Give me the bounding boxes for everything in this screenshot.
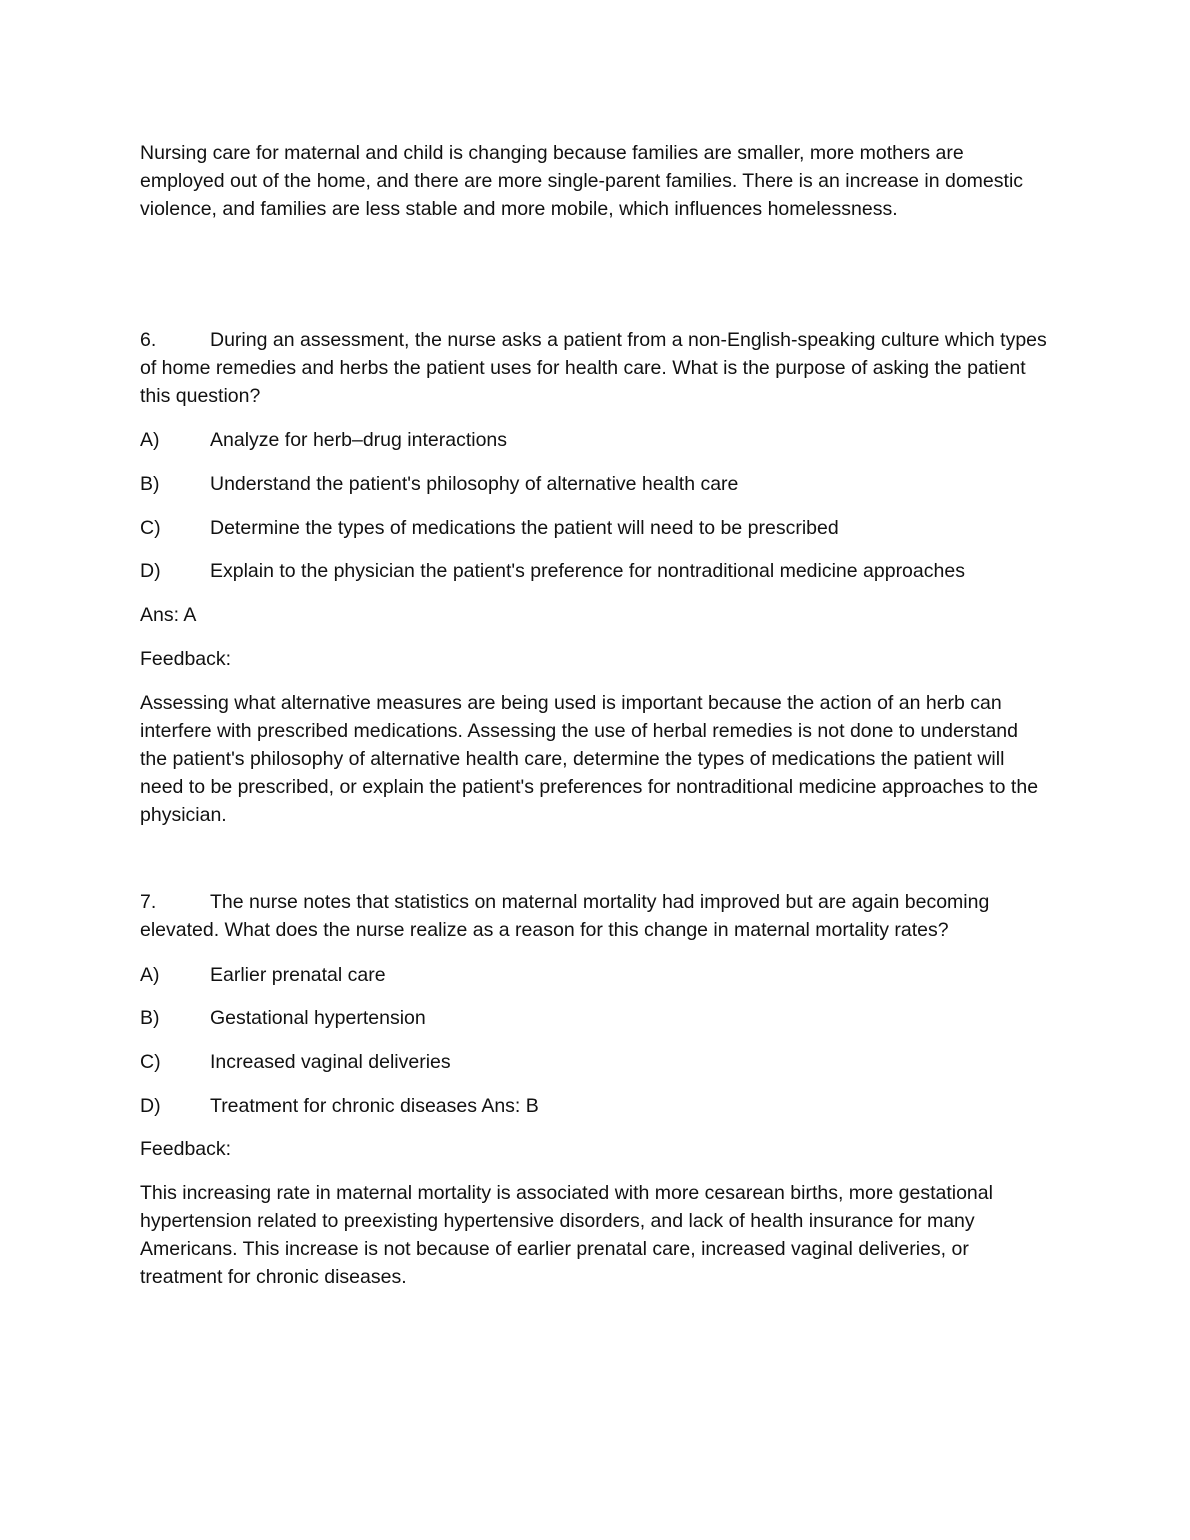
feedback-paragraph: This increasing rate in maternal mortality is associated with more cesarean births, more gestational hypertension related to preexisting hypertensive disorders, and lack of health insurance for many Americans. This increase is not because of earlier prenatal care, increased vaginal deliveries, or treatment for chronic diseases. — [140, 1182, 993, 1288]
feedback-label: Feedback: — [140, 648, 232, 670]
answer: Ans: A — [140, 604, 197, 626]
option-text: Earlier prenatal care — [210, 964, 386, 986]
option-key: B) — [140, 1007, 160, 1029]
option-key: D) — [140, 1095, 161, 1117]
option-text: Analyze for herb–drug interactions — [210, 429, 508, 451]
question-7 — [140, 888, 1050, 944]
option-b — [140, 470, 1050, 498]
option-c — [140, 1048, 1050, 1076]
option-a — [140, 426, 1050, 454]
option-key: C) — [140, 517, 161, 539]
option-d — [140, 557, 1050, 585]
option-a — [140, 961, 1050, 989]
option-text: Treatment for chronic diseases Ans: B — [210, 1095, 539, 1117]
option-key: C) — [140, 1051, 161, 1073]
option-text: Increased vaginal deliveries — [210, 1051, 451, 1073]
question-number: 7. — [140, 891, 157, 913]
option-d — [140, 1092, 1050, 1120]
option-text: Explain to the physician the patient's preference for nontraditional medicine approaches — [210, 560, 965, 582]
question-text: During an assessment, the nurse asks a patient from a non-English-speaking culture which types of home remedies and herbs the patient uses for health care. What is the purpose of asking the patient this question? — [140, 329, 1047, 407]
question-text: The nurse notes that statistics on maternal mortality had improved but are again becoming elevated. What does the nurse realize as a reason for this change in maternal mortality rates? — [140, 891, 990, 941]
option-text: Determine the types of medications the patient will need to be prescribed — [210, 517, 839, 539]
option-b — [140, 1004, 1050, 1032]
question-number: 6. — [140, 329, 157, 351]
feedback-paragraph: Assessing what alternative measures are being used is important because the action of an herb can interfere with prescribed medications. Assessing the use of herbal remedies is not done to understand the patient's philosophy of alternative health care, determine the types of medications the patient will need to be prescribed, or explain the patient's preferences for nontraditional medicine approaches to the physician. — [140, 692, 1039, 826]
intro-paragraph: Nursing care for maternal and child is changing because families are smaller, more mothers are employed out of the home, and there are more single-parent families. There is an increase in domestic violence, and families are less stable and more mobile, which influences homelessness. — [140, 142, 1024, 220]
option-c — [140, 514, 1050, 542]
option-text: Understand the patient's philosophy of alternative health care — [210, 473, 739, 495]
feedback-label: Feedback: — [140, 1138, 232, 1160]
option-text: Gestational hypertension — [210, 1007, 426, 1029]
option-key: A) — [140, 429, 160, 451]
option-key: B) — [140, 473, 160, 495]
question-6 — [140, 326, 1050, 410]
option-key: A) — [140, 964, 160, 986]
option-key: D) — [140, 560, 161, 582]
